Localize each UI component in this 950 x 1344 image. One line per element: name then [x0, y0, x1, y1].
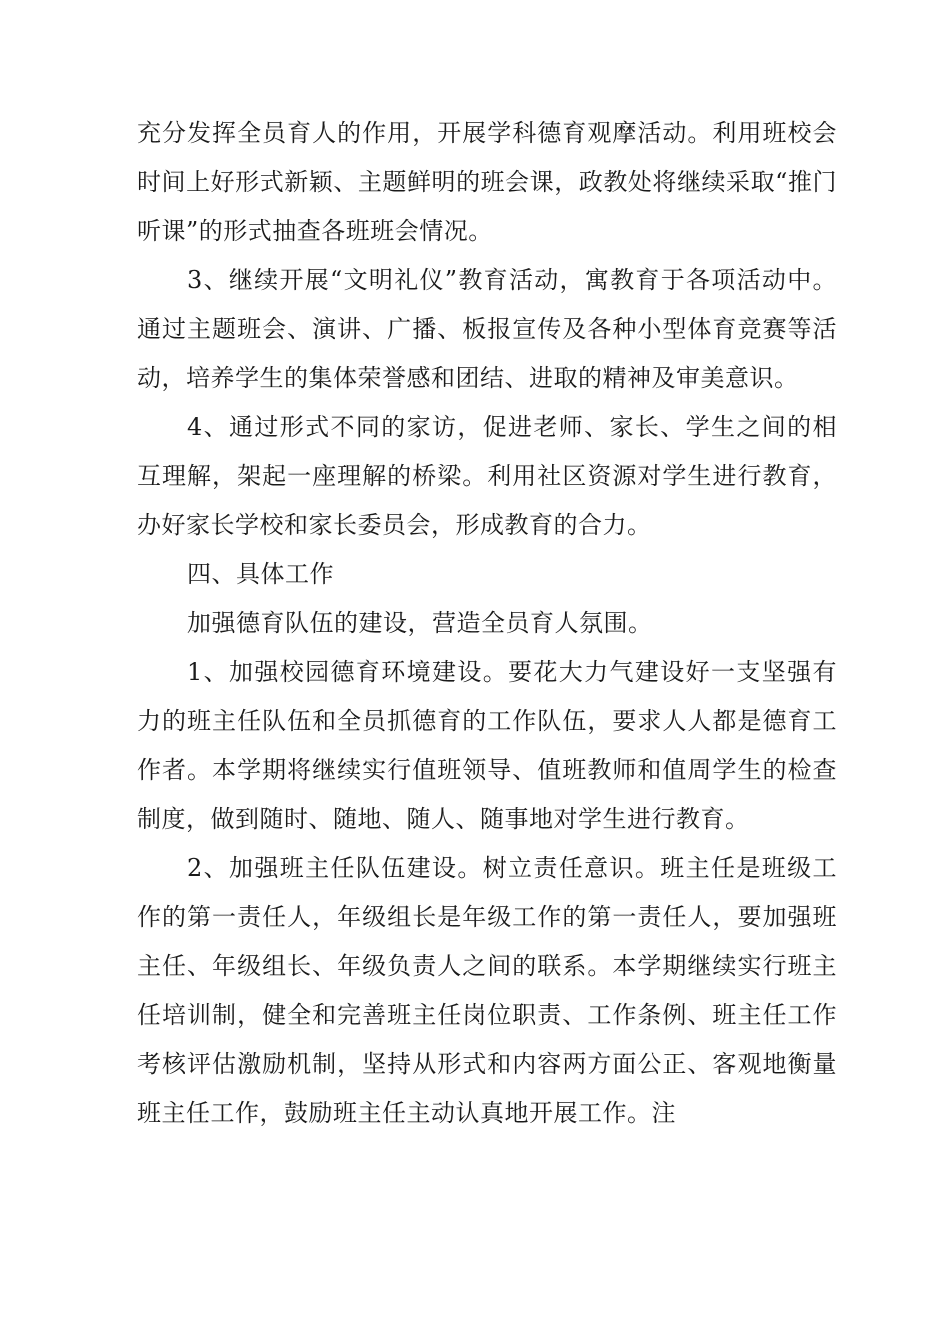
paragraph-6: 1、加强校园德育环境建设。要花大力气建设好一支坚强有力的班主任队伍和全员抓德育的工作队伍，要求人人都是德育工作者。本学期将继续实行值班领导、值班教师和值周学生的检查制度，做到随时、随地、随人、随事地对学生进行教育。: [137, 658, 837, 833]
paragraph-2: 3、继续开展“文明礼仪”教育活动，寓教育于各项活动中。通过主题班会、演讲、广播、板报宣传及各种小型体育竞赛等活动，培养学生的集体荣誉感和团结、进取的精神及审美意识。: [137, 266, 837, 392]
section-heading: 四、具体工作: [187, 560, 334, 588]
paragraph-3: 4、通过形式不同的家访，促进老师、家长、学生之间的相互理解，架起一座理解的桥梁。利用社区资源对学生进行教育，办好家长学校和家长委员会，形成教育的合力。: [137, 413, 837, 539]
paragraph-1: 充分发挥全员育人的作用，开展学科德育观摩活动。利用班校会时间上好形式新颖、主题鲜明的班会课，政教处将继续采取“推门听课”的形式抽查各班班会情况。: [137, 119, 837, 245]
document-body: [137, 109, 837, 1138]
paragraph-5: 加强德育队伍的建设，营造全员育人氛围。: [187, 609, 653, 637]
paragraph-7: 2、加强班主任队伍建设。树立责任意识。班主任是班级工作的第一责任人，年级组长是年级工作的第一责任人，要加强班主任、年级组长、年级负责人之间的联系。本学期继续实行班主任培训制，健全和完善班主任岗位职责、工作条例、班主任工作考核评估激励机制，坚持从形式和内容两方面公正、客观地衡量班主任工作，鼓励班主任主动认真地开展工作。注: [137, 854, 837, 1127]
